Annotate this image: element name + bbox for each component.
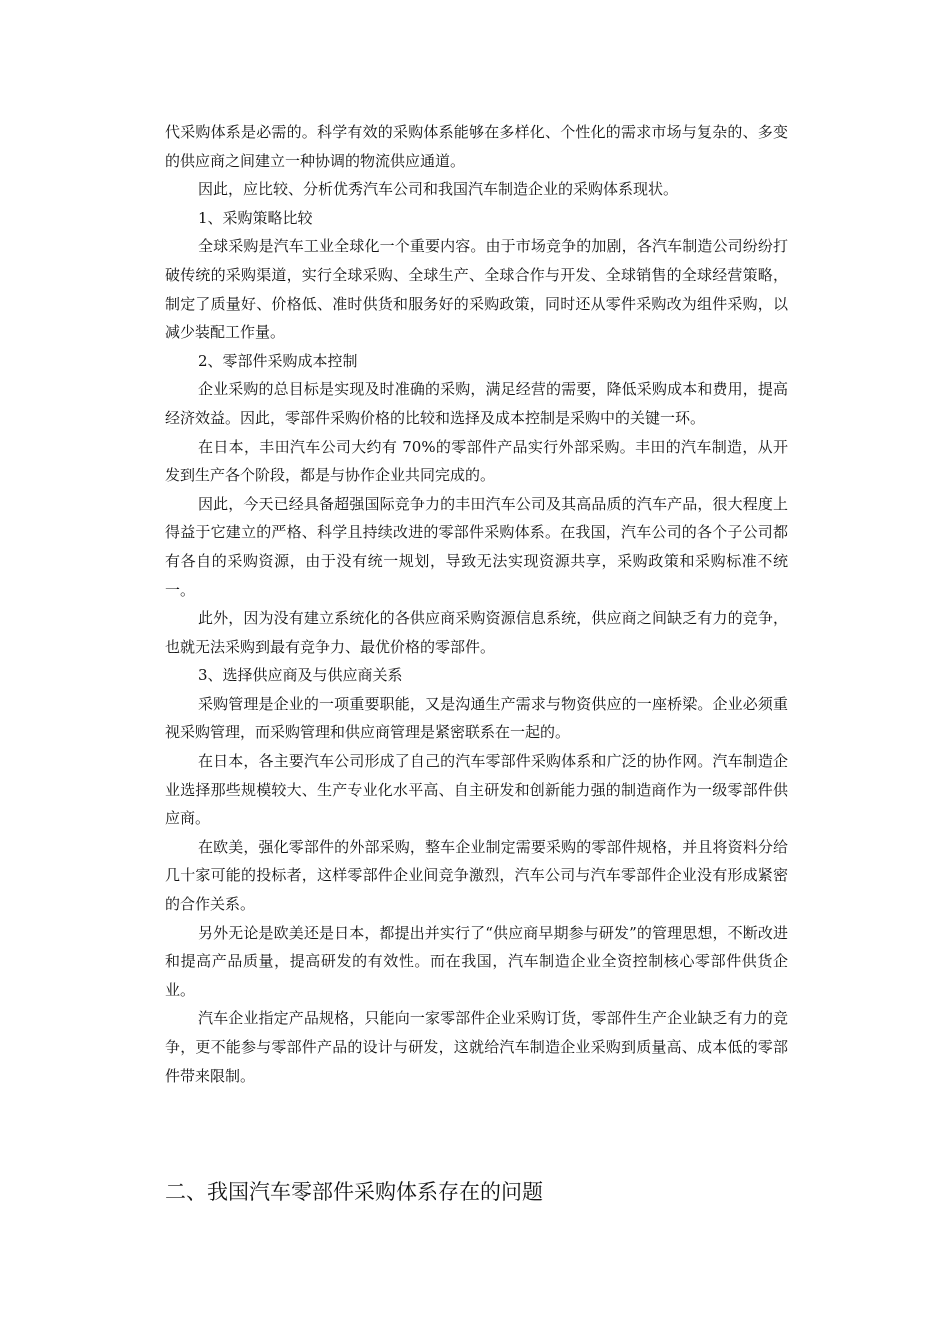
paragraph: 在欧美，强化零部件的外部采购，整车企业制定需要采购的零部件规格，并且将资料分给几十家可能的投标者，这样零部件企业间竞争激烈，汽车公司与汽车零部件企业没有形成紧密的合作关系。	[165, 837, 788, 914]
paragraph: 采购管理是企业的一项重要职能，又是沟通生产需求与物资供应的一座桥梁。企业必须重视采购管理，而采购管理和供应商管理是紧密联系在一起的。	[165, 694, 788, 742]
paragraph: 因此，今天已经具备超强国际竞争力的丰田汽车公司及其高品质的汽车产品，很大程度上得益于它建立的严格、科学且持续改进的零部件采购体系。在我国，汽车公司的各个子公司都有各自的采购资源，由于没有统一规划，导致无法实现资源共享，采购政策和采购标准不统一。	[165, 494, 788, 599]
section-heading: 二、我国汽车零部件采购体系存在的问题	[165, 1180, 543, 1204]
paragraph: 企业采购的总目标是实现及时准确的采购，满足经营的需要，降低采购成本和费用，提高经济效益。因此，零部件采购价格的比较和选择及成本控制是采购中的关键一环。	[165, 380, 788, 427]
paragraph: 3、选择供应商及与供应商关系	[198, 666, 403, 685]
paragraph: 汽车企业指定产品规格，只能向一家零部件企业采购订货，零部件生产企业缺乏有力的竞争，更不能参与零部件产品的设计与研发，这就给汽车制造企业采购到质量高、成本低的零部件带来限制。	[165, 1009, 788, 1085]
paragraph: 因此，应比较、分析优秀汽车公司和我国汽车制造企业的采购体系现状。	[198, 180, 679, 199]
paragraph: 全球采购是汽车工业全球化一个重要内容。由于市场竞争的加剧，各汽车制造公司纷纷打破传统的采购渠道，实行全球采购、全球生产、全球合作与开发、全球销售的全球经营策略，制定了质量好、价格低、准时供货和服务好的采购政策，同时还从零件采购改为组件采购，以减少装配工作量。	[165, 237, 788, 342]
paragraph: 2、零部件采购成本控制	[198, 351, 358, 370]
paragraph: 另外无论是欧美还是日本，都提出并实行了“供应商早期参与研发”的管理思想，不断改进和提高产品质量，提高研发的有效性。而在我国，汽车制造企业全资控制核心零部件供货企业。	[165, 923, 788, 999]
paragraph: 在日本，丰田汽车公司大约有 70%的零部件产品实行外部采购。丰田的汽车制造，从开发到生产各个阶段，都是与协作企业共同完成的。	[165, 437, 788, 485]
document-page	[165, 118, 788, 1204]
paragraph: 此外，因为没有建立系统化的各供应商采购资源信息系统，供应商之间缺乏有力的竞争，也就无法采购到最有竞争力、最优价格的零部件。	[165, 609, 788, 656]
document-body	[165, 118, 788, 1090]
paragraph: 1、采购策略比较	[198, 208, 313, 227]
paragraph: 在日本，各主要汽车公司形成了自己的汽车零部件采购体系和广泛的协作网。汽车制造企业选择那些规模较大、生产专业化水平高、自主研发和创新能力强的制造商作为一级零部件供应商。	[165, 752, 788, 828]
paragraph: 代采购体系是必需的。科学有效的采购体系能够在多样化、个性化的需求市场与复杂的、多变的供应商之间建立一种协调的物流供应通道。	[165, 123, 788, 170]
